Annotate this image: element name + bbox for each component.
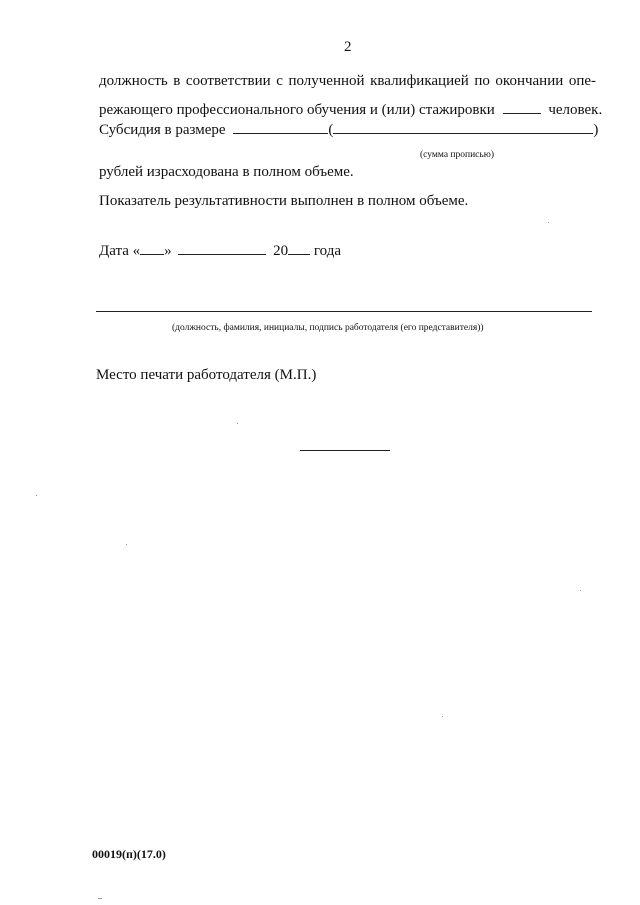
people-count-field[interactable]: [503, 100, 541, 114]
signature-line[interactable]: [96, 311, 592, 312]
subsidy-open-paren: (: [328, 122, 334, 138]
date-line: [99, 241, 341, 260]
subsidy-label: Субсидия в размере: [99, 122, 226, 138]
scan-speck: [237, 423, 238, 424]
subsidy-line: [99, 120, 598, 139]
paragraph-line-1: должность в соответствии с полученной квалификацией по окончании опе-: [99, 73, 596, 89]
paragraph-line-2-unit: человек.: [548, 102, 603, 118]
scan-speck: [36, 495, 37, 496]
date-day-field[interactable]: [140, 241, 164, 255]
scan-speck: [126, 544, 127, 545]
date-month-field[interactable]: [178, 241, 266, 255]
subsidy-caption: (сумма прописью): [420, 150, 494, 160]
subsidy-amount-words-field[interactable]: [333, 120, 593, 134]
page-number: 2: [344, 39, 352, 55]
subsidy-amount-field[interactable]: [233, 120, 328, 134]
spent-line: рублей израсходована в полном объеме.: [99, 164, 354, 180]
subsidy-close-paren: ): [593, 122, 599, 138]
date-year-suffix: года: [313, 243, 342, 259]
signature-caption: (должность, фамилия, инициалы, подпись работодателя (его представителя)): [172, 323, 484, 333]
indicator-line: Показатель результативности выполнен в полном объеме.: [99, 193, 469, 209]
date-year-prefix: 20: [273, 243, 289, 259]
scan-speck: [548, 222, 549, 223]
paragraph-line-2: [99, 100, 602, 119]
date-year-field[interactable]: [288, 241, 310, 255]
scan-speck: [442, 716, 443, 717]
closing-divider: [300, 450, 390, 451]
date-close-quote: »: [164, 243, 172, 259]
date-label: Дата «: [99, 243, 141, 259]
scan-speck: [580, 590, 581, 591]
footer-code: 00019(п)(17.0): [92, 847, 166, 861]
scan-speck: [98, 898, 102, 899]
stamp-line: Место печати работодателя (М.П.): [96, 367, 317, 383]
paragraph-line-2-text: режающего профессионального обучения и (или) стажировки: [99, 102, 495, 118]
